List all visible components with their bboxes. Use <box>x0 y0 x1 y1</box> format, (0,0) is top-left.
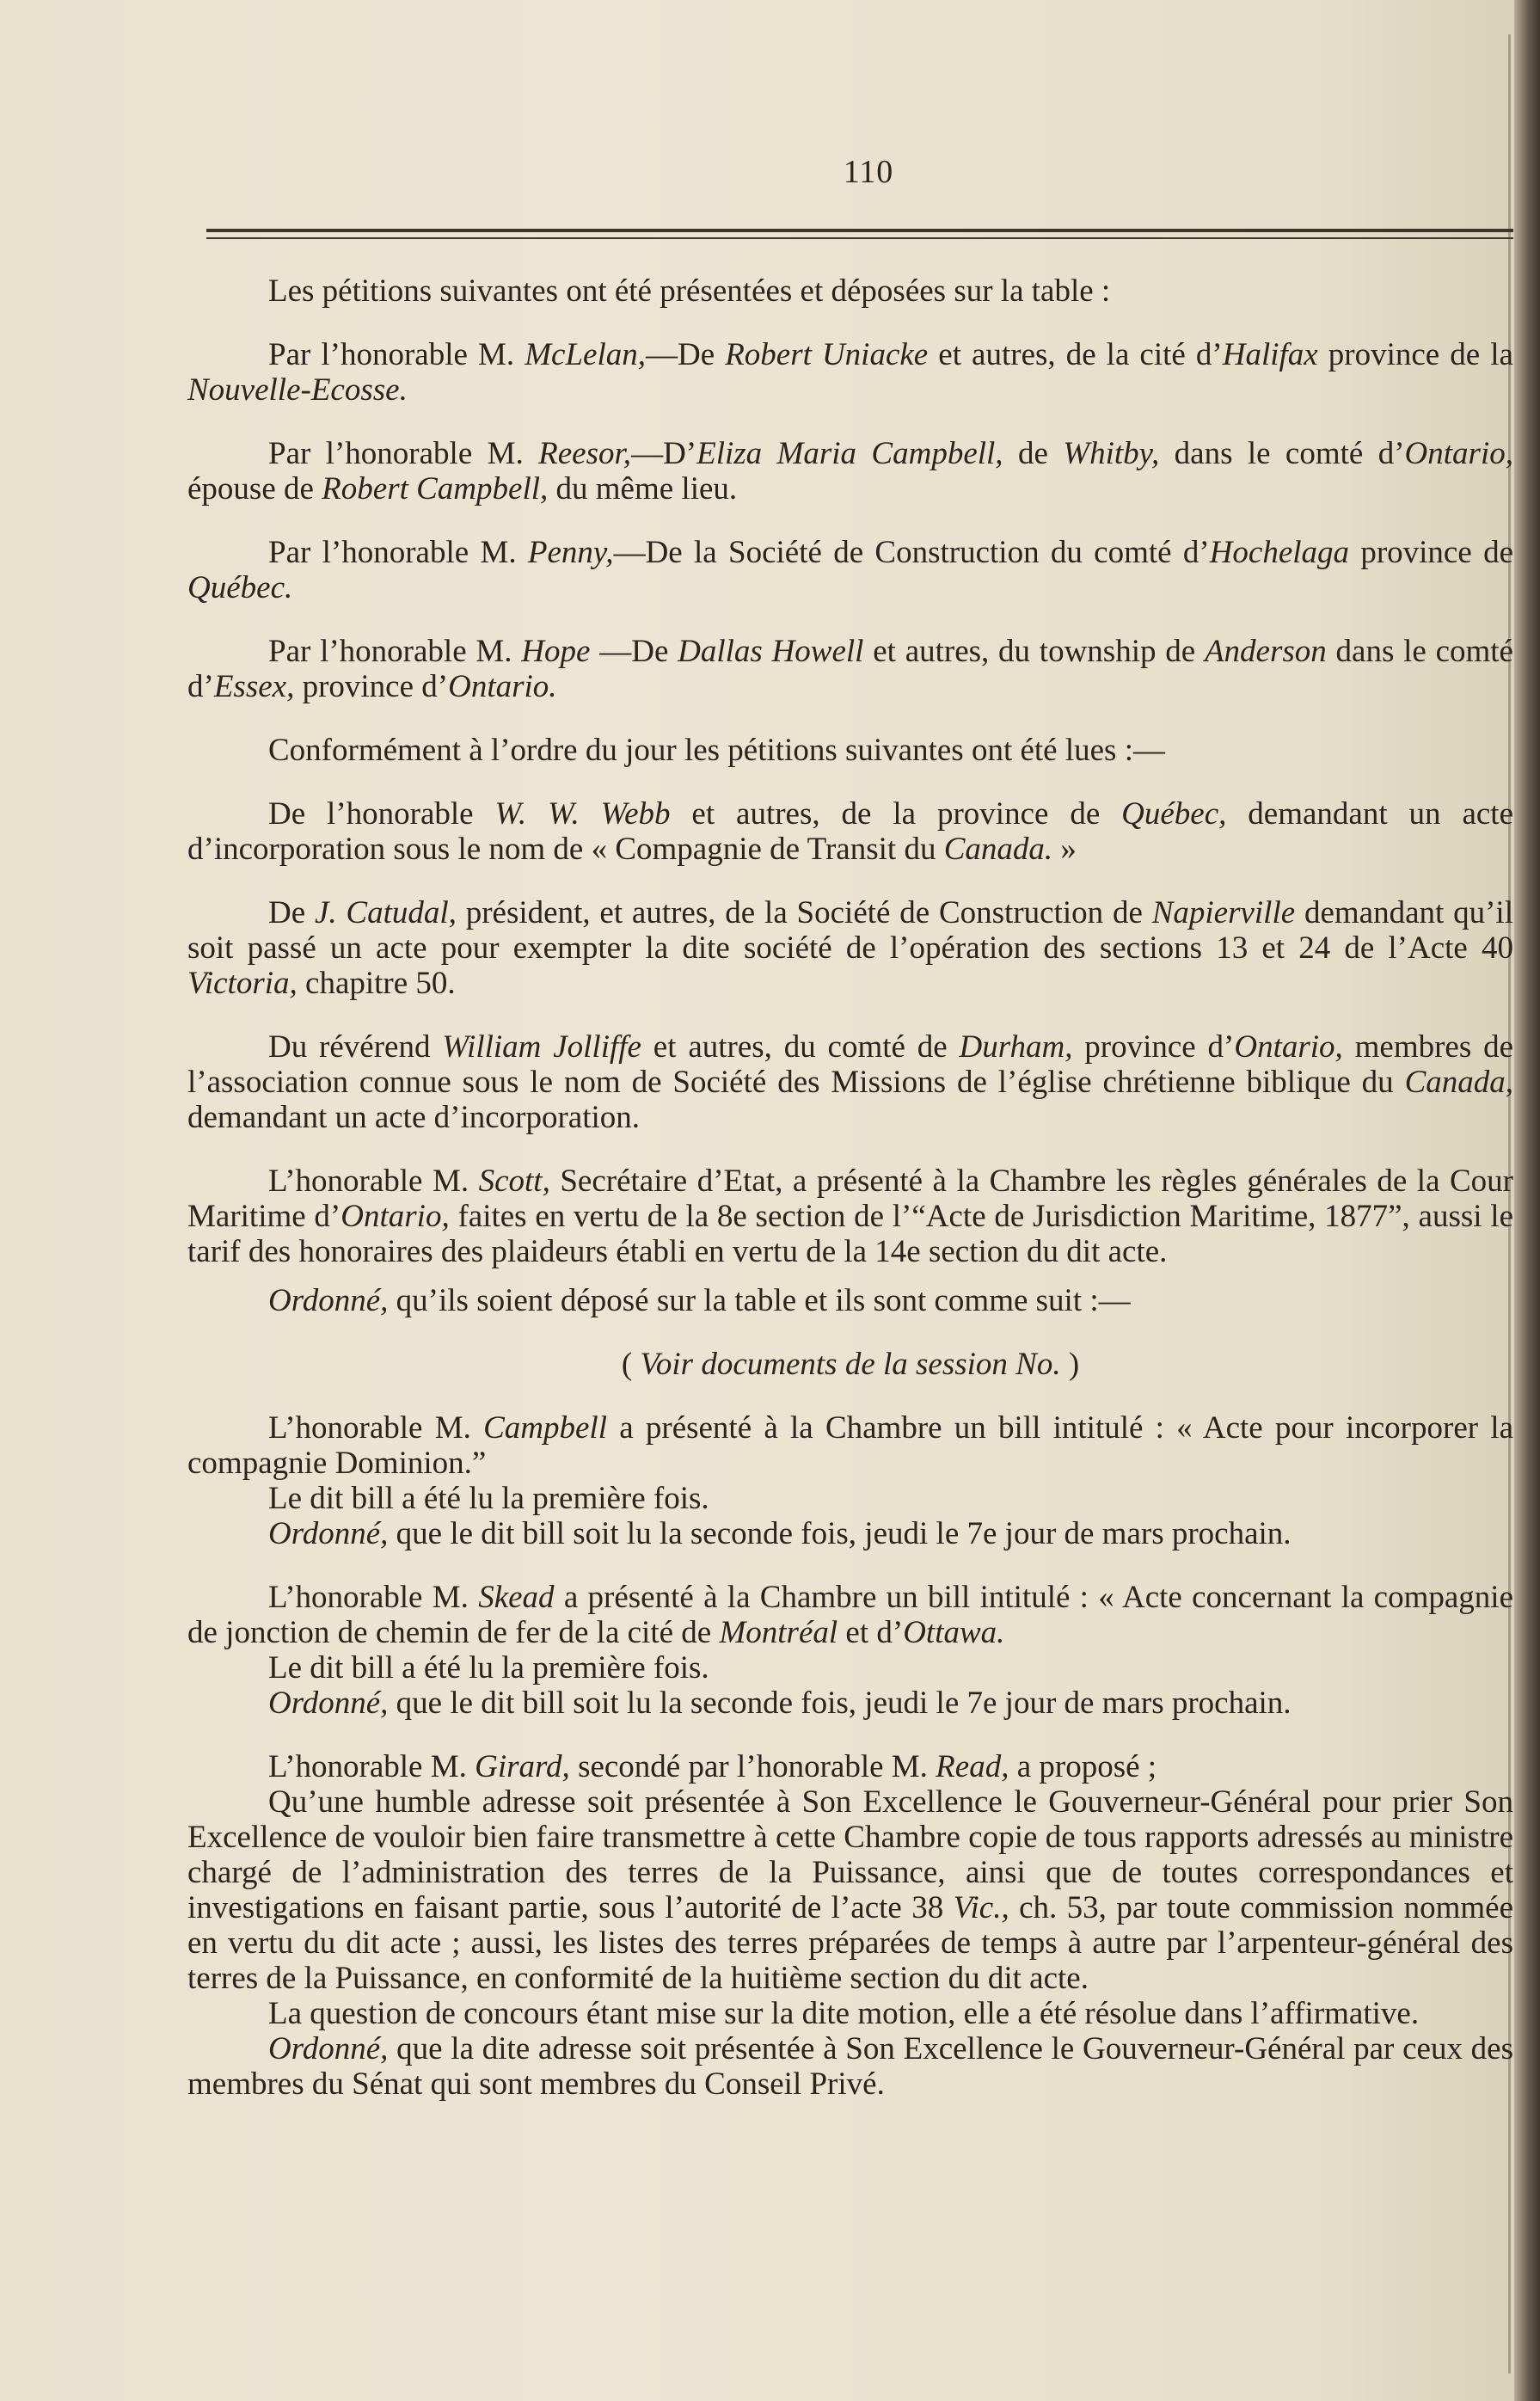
paragraph-see-documents <box>187 1347 1513 1382</box>
text-span-italic: Scott, <box>478 1164 550 1199</box>
paragraph-motion-girard <box>187 1749 1513 1784</box>
text-span: Conformément à l’ordre du jour les pétitions suivantes ont été lues :— <box>268 733 1165 768</box>
paragraph-order-of-day <box>187 733 1513 768</box>
text-span-italic: Montréal <box>719 1615 838 1650</box>
text-span: province de <box>1349 535 1513 570</box>
text-span-italic: Hope <box>521 634 591 669</box>
text-span-italic: Vic., <box>953 1890 1009 1925</box>
text-span: et d’ <box>837 1615 904 1650</box>
text-span: Par l’honorable M. <box>268 634 522 669</box>
paragraph-bill-campbell-first-reading <box>187 1481 1513 1516</box>
text-span: Par l’honorable M. <box>268 436 539 471</box>
text-span: La question de concours étant mise sur la dite motion, elle a été résolue dans l’affirmative. <box>268 1996 1420 2031</box>
text-span-italic: Halifax <box>1222 337 1318 372</box>
paragraph-motion-resolved <box>187 1996 1513 2031</box>
text-span: L’honorable M. <box>268 1749 475 1784</box>
text-span: que la dite adresse soit présentée à Son Excellence le Gouverneur-Général par ceux des membres du Sénat qui sont membres du Conseil Privé. <box>187 2031 1513 2102</box>
text-span: Du révérend <box>268 1029 443 1065</box>
paragraph-petition-webb <box>187 796 1513 867</box>
text-span: et autres, de la cité d’ <box>928 337 1223 372</box>
text-span: demandant un acte d’incorporation. <box>187 1100 641 1135</box>
text-span-italic: Ordonné, <box>268 1283 389 1318</box>
text-span-italic: W. W. Webb <box>494 796 671 832</box>
text-span: Les pétitions suivantes ont été présentées et déposées sur la table : <box>268 273 1111 309</box>
text-span: secondé par l’honorable M. <box>569 1749 936 1784</box>
text-span: dans le comté d’ <box>187 634 1513 704</box>
text-span: —De <box>590 634 678 669</box>
text-span: province d’ <box>1072 1029 1235 1065</box>
paragraph-motion-ordonne <box>187 2031 1513 2102</box>
paragraph-bill-skead <box>187 1580 1513 1650</box>
text-span: que le dit bill soit lu la seconde fois, jeudi le 7e jour de mars prochain. <box>388 1686 1292 1721</box>
text-span-italic: Ordonné, <box>268 1686 389 1721</box>
text-span: qu’ils soient déposé sur la table et ils sont comme suit :— <box>388 1283 1131 1318</box>
text-span: Par l’honorable M. <box>268 337 525 372</box>
text-span: L’honorable M. <box>268 1580 479 1615</box>
text-span: et autres, du township de <box>863 634 1205 669</box>
text-span: province de la <box>1317 337 1513 372</box>
text-span: ) <box>1060 1347 1080 1382</box>
text-span-italic: Ottawa. <box>903 1615 1005 1650</box>
paragraph-petition-penny <box>187 535 1513 605</box>
header-rule-thick <box>206 229 1513 232</box>
text-span: L’honorable M. <box>268 1164 479 1199</box>
text-span: province d’ <box>294 669 449 704</box>
text-span: De <box>268 895 315 930</box>
text-span-italic: Ontario, <box>341 1199 450 1234</box>
text-span-italic: Essex, <box>213 669 295 704</box>
text-span-italic: Napierville <box>1151 895 1296 930</box>
text-span-italic: Whitby, <box>1063 436 1160 471</box>
text-span: demandant qu’il soit passé un acte pour exempter la dite société de l’opération des sections 13 et 24 de l’Acte 40 <box>187 895 1513 966</box>
text-span: » <box>1052 832 1077 867</box>
text-span-italic: McLelan, <box>525 337 646 372</box>
text-span: membres de l’association connue sous le nom de Société des Missions de l’église chrétienne biblique du <box>187 1029 1514 1100</box>
text-span-italic: Ontario, <box>1234 1029 1343 1065</box>
text-span-italic: William Jolliffe <box>442 1029 641 1065</box>
paragraph-petition-jolliffe <box>187 1029 1513 1135</box>
text-span: Qu’une humble adresse soit présentée à Son Excellence le Gouverneur-Général pour prier Son Excellence de vouloir bien faire transmettre à cette Chambre copie de tous rapports adressés au ministre chargé de l’administration des terres de la Puissance, ainsi que de toutes correspondances et investigations en faisant partie, sous l’autorité de l’acte 38 <box>187 1784 1513 1925</box>
paragraph-bill-campbell-ordonne <box>187 1516 1513 1551</box>
text-span-italic: Ordonné, <box>268 1516 389 1551</box>
text-span: Par l’honorable M. <box>268 535 528 570</box>
text-span-italic: Campbell <box>483 1410 607 1446</box>
text-span-italic: Anderson <box>1204 634 1327 669</box>
text-span-italic: Ontario. <box>448 669 557 704</box>
paragraph-bill-skead-ordonne <box>187 1686 1513 1721</box>
text-span: Secrétaire d’Etat, a présenté à la Chambre les règles générales de la Cour Maritime d’ <box>187 1164 1513 1234</box>
paragraph-bill-campbell <box>187 1410 1513 1481</box>
text-span: ch. 53, par toute commission nommée en vertu du dit acte ; aussi, les listes des terres préparées de temps à autre par l’arpenteur-général des terres de la Puissance, en conformité de la huitième section du dit acte. <box>187 1890 1513 1996</box>
text-span: faites en vertu de la 8e section de l’“Acte de Jurisdiction Maritime, 1877”, aussi le tarif des honoraires des plaideurs établi en vertu de la 14e section du dit acte. <box>187 1199 1513 1269</box>
paragraph-scott-rules <box>187 1164 1513 1269</box>
text-span: dans le comté d’ <box>1159 436 1405 471</box>
text-span-italic: Hochelaga <box>1209 535 1350 570</box>
text-span: —D’ <box>631 436 697 471</box>
text-span: épouse de <box>187 471 322 507</box>
page-number: 110 <box>843 154 894 190</box>
paragraph-petition-catudal <box>187 895 1513 1001</box>
text-span: a présenté à la Chambre un bill intitulé : « Acte concernant la compagnie de jonction de chemin de fer de la cité de <box>187 1580 1513 1650</box>
paragraph-petition-reesor <box>187 436 1513 507</box>
text-span-italic: Read, <box>936 1749 1009 1784</box>
text-span: du même lieu. <box>548 471 738 507</box>
text-span-italic: Penny, <box>527 535 614 570</box>
paragraph-petition-hope <box>187 634 1513 704</box>
text-span: de <box>1003 436 1064 471</box>
text-span: —De <box>645 337 726 372</box>
paragraph-motion-address <box>187 1784 1513 1996</box>
text-span: que le dit bill soit lu la seconde fois, jeudi le 7e jour de mars prochain. <box>388 1516 1292 1551</box>
text-span-italic: Voir documents de la session No. <box>640 1347 1061 1382</box>
paragraph-ordonne-deposit <box>187 1283 1513 1318</box>
page-body <box>187 273 1513 2102</box>
text-span-italic: Dallas Howell <box>678 634 864 669</box>
text-span: ( <box>621 1347 641 1382</box>
text-span-italic: Victoria, <box>187 966 298 1001</box>
paragraph-petition-mclelan <box>187 337 1513 408</box>
text-span: demandant un acte d’incorporation sous le nom de « Compagnie de Transit du <box>187 796 1513 867</box>
text-span: président, et autres, de la Société de Construction de <box>456 895 1152 930</box>
text-span-italic: Nouvelle-Ecosse. <box>187 372 408 408</box>
text-span-italic: Eliza Maria Campbell, <box>696 436 1003 471</box>
text-span-italic: Canada, <box>1404 1065 1513 1100</box>
text-span: De l’honorable <box>268 796 495 832</box>
paragraph-bill-skead-first-reading <box>187 1650 1513 1686</box>
text-span: —De la Société de Construction du comté d’ <box>613 535 1210 570</box>
paragraph-intro <box>187 273 1513 309</box>
text-span-italic: Durham, <box>959 1029 1073 1065</box>
text-span: et autres, du comté de <box>641 1029 960 1065</box>
text-span: chapitre 50. <box>297 966 456 1001</box>
text-span-italic: Reesor, <box>538 436 632 471</box>
text-span-italic: Girard, <box>475 1749 570 1784</box>
text-span-italic: Québec. <box>187 570 293 605</box>
text-span-italic: Skead <box>478 1580 555 1615</box>
text-span-italic: Canada. <box>943 832 1053 867</box>
text-span: L’honorable M. <box>268 1410 484 1446</box>
text-span: a présenté à la Chambre un bill intitulé : « Acte pour incorporer la compagnie Dominion.” <box>187 1410 1514 1481</box>
text-span-italic: Robert Uniacke <box>725 337 929 372</box>
text-span: a proposé ; <box>1009 1749 1157 1784</box>
book-spine-shadow <box>1514 0 1540 2401</box>
text-span-italic: J. Catudal, <box>314 895 457 930</box>
text-span: et autres, de la province de <box>670 796 1122 832</box>
text-span: Le dit bill a été lu la première fois. <box>268 1481 709 1516</box>
text-span-italic: Robert Campbell, <box>322 471 549 507</box>
text-span-italic: Ontario, <box>1404 436 1513 471</box>
text-span-italic: Québec, <box>1121 796 1227 832</box>
header-rule-thin <box>206 237 1513 239</box>
text-span-italic: Ordonné, <box>268 2031 389 2066</box>
text-span: Le dit bill a été lu la première fois. <box>268 1650 709 1686</box>
